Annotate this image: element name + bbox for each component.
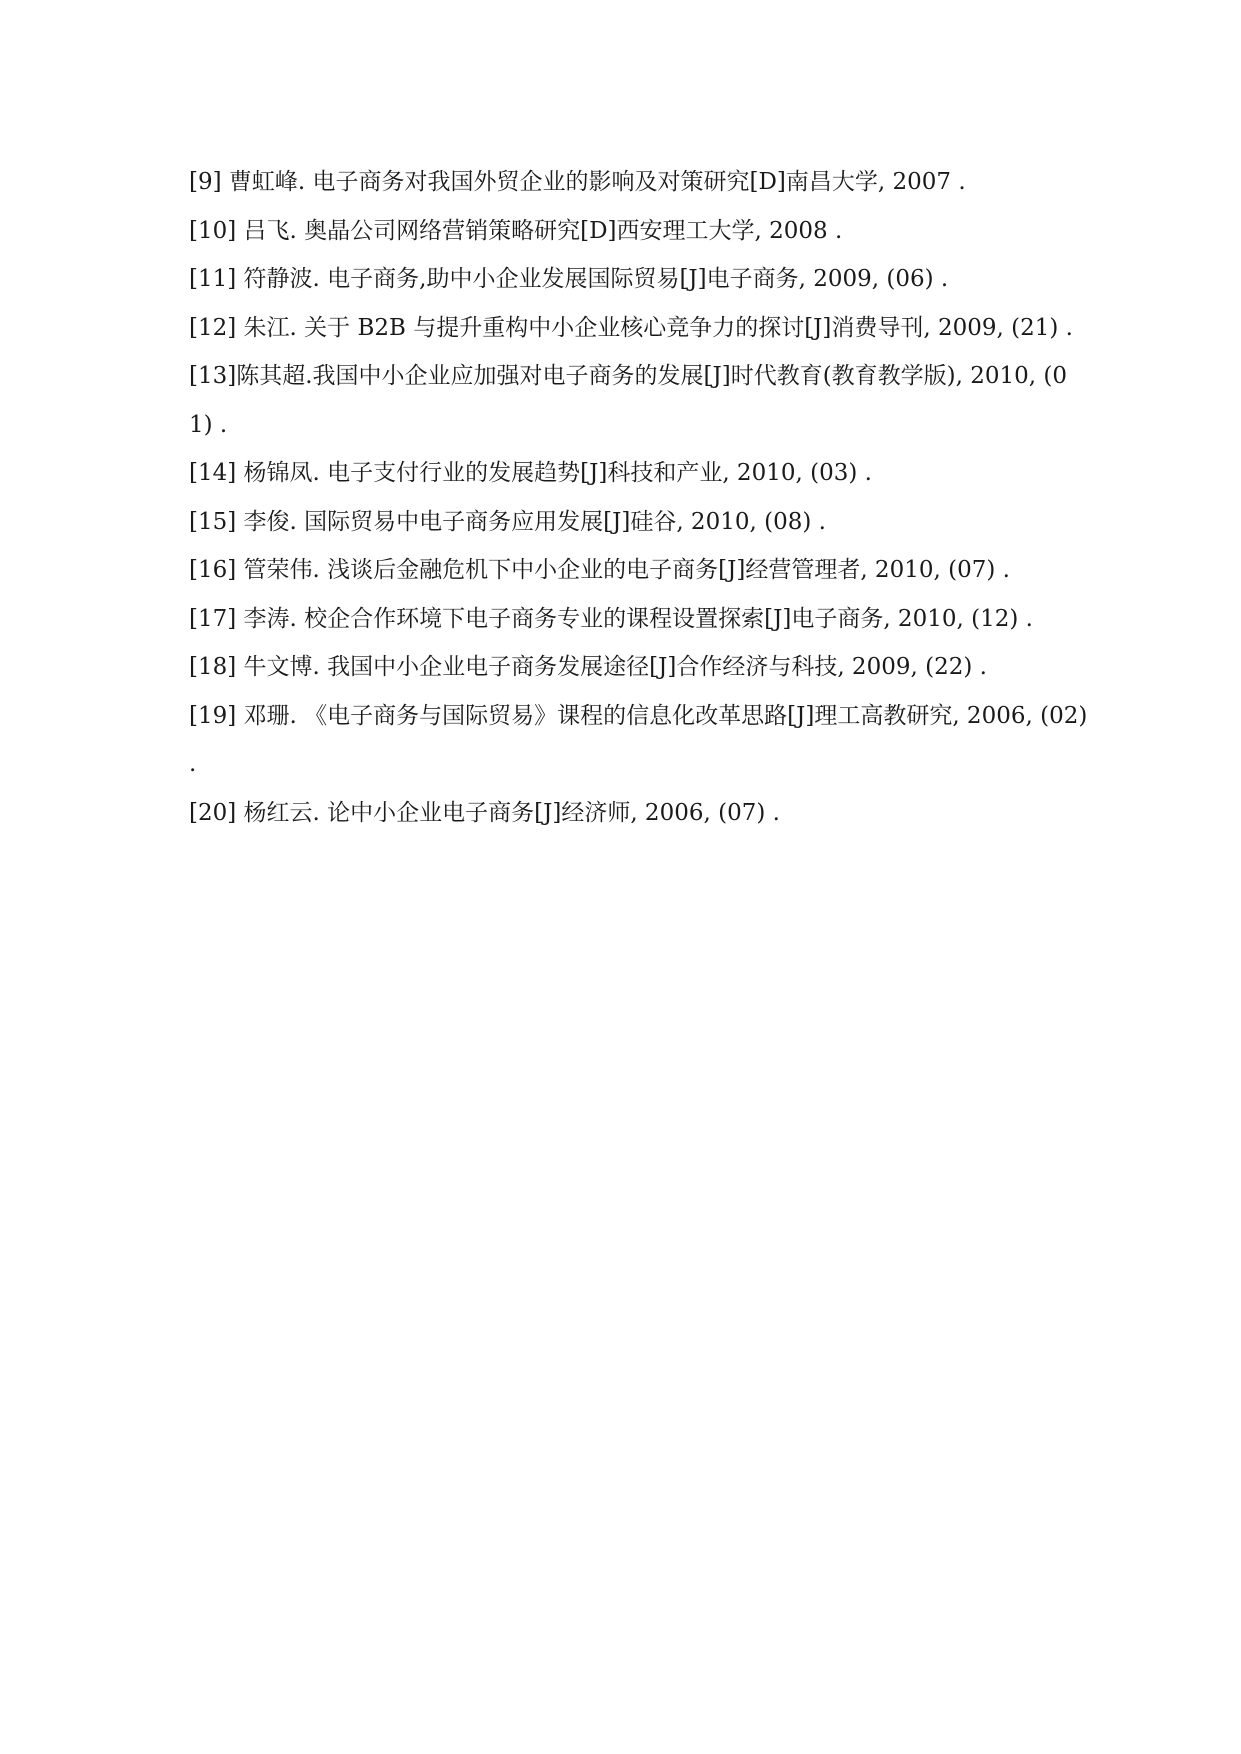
reference-item-9: [9] 曹虹峰. 电子商务对我国外贸企业的影响及对策研究[D]南昌大学, 2007 . — [189, 169, 966, 195]
reference-item-18: [18] 牛文博. 我国中小企业电子商务发展途径[J]合作经济与科技, 2009, (22) . — [189, 654, 987, 680]
reference-item-12: [12] 朱江. 关于 B2B 与提升重构中小企业核心竞争力的探讨[J]消费导刊, 2009, (21) . — [189, 314, 1073, 341]
reference-item-13: [13]陈其超.我国中小企业应加强对电子商务的发展[J]时代教育(教育教学版), 2010, (01) . — [189, 363, 1068, 438]
reference-item-19: [19] 邓珊. 《电子商务与国际贸易》课程的信息化改革思路[J]理工高教研究, 2006, (02) . — [189, 702, 1088, 777]
reference-item-16: [16] 管荣伟. 浅谈后金融危机下中小企业的电子商务[J]经营管理者, 2010, (07) . — [189, 557, 1010, 583]
reference-item-20: [20] 杨红云. 论中小企业电子商务[J]经济师, 2006, (07) . — [189, 799, 780, 826]
reference-item-10: [10] 吕飞. 奥晶公司网络营销策略研究[D]西安理工大学, 2008 . — [189, 217, 843, 244]
reference-item-14: [14] 杨锦凤. 电子支付行业的发展趋势[J]科技和产业, 2010, (03) . — [189, 460, 872, 486]
reference-item-11: [11] 符静波. 电子商务,助中小企业发展国际贸易[J]电子商务, 2009, (06) . — [189, 266, 949, 292]
reference-item-15: [15] 李俊. 国际贸易中电子商务应用发展[J]硅谷, 2010, (08) . — [189, 508, 826, 535]
reference-item-17: [17] 李涛. 校企合作环境下电子商务专业的课程设置探索[J]电子商务, 2010, (12) . — [189, 605, 1033, 632]
reference-list — [189, 158, 1089, 837]
